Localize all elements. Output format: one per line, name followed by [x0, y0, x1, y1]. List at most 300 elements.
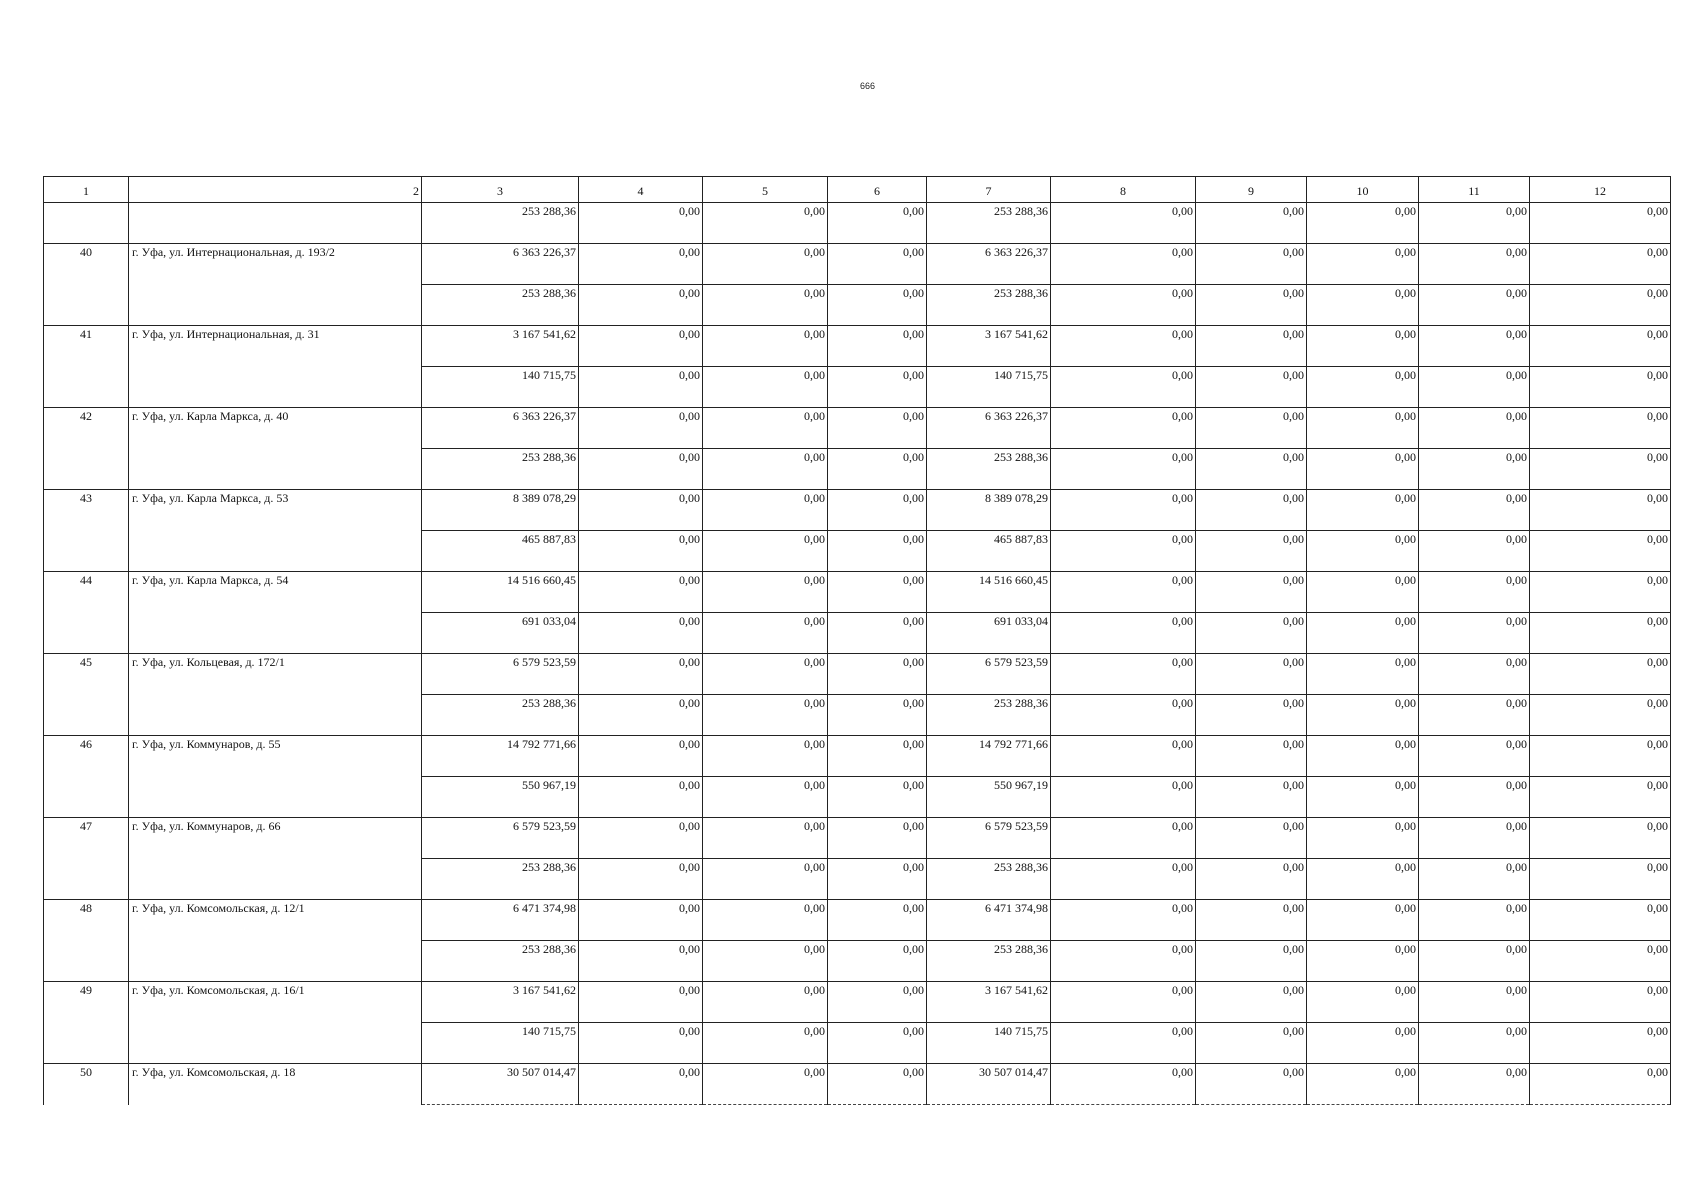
amount-cell: 0,00 [1530, 818, 1671, 859]
amount-cell: 253 288,36 [927, 203, 1051, 244]
amount-cell: 0,00 [1051, 982, 1196, 1023]
amount-cell: 6 579 523,59 [927, 818, 1051, 859]
row-number-cell [44, 613, 129, 654]
amount-cell: 0,00 [1530, 490, 1671, 531]
amount-cell: 0,00 [1196, 695, 1307, 736]
amount-cell: 0,00 [1419, 941, 1530, 982]
amount-cell: 0,00 [1051, 859, 1196, 900]
table-row [44, 203, 1671, 244]
amount-cell: 0,00 [703, 1064, 828, 1105]
amount-cell: 0,00 [1419, 449, 1530, 490]
amount-cell: 0,00 [1051, 244, 1196, 285]
row-number-cell: 46 [44, 736, 129, 777]
row-number-cell [44, 203, 129, 244]
amount-cell: 253 288,36 [422, 941, 579, 982]
amount-cell: 465 887,83 [422, 531, 579, 572]
amount-cell: 0,00 [1530, 736, 1671, 777]
address-cell [129, 285, 422, 326]
column-number: 10 [1307, 177, 1419, 203]
amount-cell: 0,00 [1419, 408, 1530, 449]
amount-cell: 0,00 [1196, 777, 1307, 818]
address-cell: г. Уфа, ул. Комсомольская, д. 16/1 [129, 982, 422, 1023]
amount-cell: 0,00 [579, 900, 703, 941]
address-cell [129, 941, 422, 982]
amount-cell: 0,00 [1196, 203, 1307, 244]
row-number-cell: 44 [44, 572, 129, 613]
amount-cell: 0,00 [828, 613, 927, 654]
amount-cell: 0,00 [828, 408, 927, 449]
amount-cell: 0,00 [1196, 408, 1307, 449]
amount-cell: 0,00 [1530, 900, 1671, 941]
amount-cell: 0,00 [1419, 900, 1530, 941]
address-cell: г. Уфа, ул. Кольцевая, д. 172/1 [129, 654, 422, 695]
amount-cell: 0,00 [1530, 203, 1671, 244]
amount-cell: 0,00 [828, 818, 927, 859]
table-row [44, 695, 1671, 736]
amount-cell: 0,00 [1530, 1023, 1671, 1064]
amount-cell: 0,00 [703, 818, 828, 859]
amount-cell: 3 167 541,62 [422, 982, 579, 1023]
row-number-cell [44, 1023, 129, 1064]
amount-cell: 0,00 [579, 531, 703, 572]
amount-cell: 0,00 [1530, 1064, 1671, 1105]
amount-cell: 0,00 [1196, 900, 1307, 941]
column-number-row [44, 177, 1671, 203]
row-number-cell: 49 [44, 982, 129, 1023]
table-row [44, 490, 1671, 531]
amount-cell: 14 516 660,45 [422, 572, 579, 613]
amount-cell: 0,00 [703, 203, 828, 244]
amount-cell: 0,00 [703, 244, 828, 285]
amount-cell: 0,00 [703, 408, 828, 449]
table-row [44, 777, 1671, 818]
amount-cell: 0,00 [703, 449, 828, 490]
amount-cell: 0,00 [1530, 244, 1671, 285]
table-row [44, 654, 1671, 695]
amount-cell: 0,00 [1307, 326, 1419, 367]
amount-cell: 0,00 [828, 203, 927, 244]
amount-cell: 0,00 [1307, 531, 1419, 572]
column-number: 12 [1530, 177, 1671, 203]
amount-cell: 0,00 [579, 449, 703, 490]
table-row [44, 408, 1671, 449]
address-cell: г. Уфа, ул. Интернациональная, д. 31 [129, 326, 422, 367]
amount-cell: 0,00 [579, 244, 703, 285]
amount-cell: 0,00 [1196, 941, 1307, 982]
table-row [44, 326, 1671, 367]
amount-cell: 0,00 [1196, 572, 1307, 613]
amount-cell: 0,00 [1419, 326, 1530, 367]
amount-cell: 0,00 [1196, 490, 1307, 531]
address-register-table [43, 176, 1671, 1105]
address-cell: г. Уфа, ул. Интернациональная, д. 193/2 [129, 244, 422, 285]
table-row [44, 449, 1671, 490]
amount-cell: 0,00 [828, 490, 927, 531]
amount-cell: 253 288,36 [927, 859, 1051, 900]
amount-cell: 0,00 [1530, 326, 1671, 367]
amount-cell: 0,00 [1419, 490, 1530, 531]
amount-cell: 0,00 [1419, 244, 1530, 285]
amount-cell: 0,00 [1051, 203, 1196, 244]
address-cell [129, 859, 422, 900]
amount-cell: 0,00 [1307, 941, 1419, 982]
amount-cell: 0,00 [579, 572, 703, 613]
table-row [44, 736, 1671, 777]
address-cell: г. Уфа, ул. Карла Маркса, д. 40 [129, 408, 422, 449]
amount-cell: 0,00 [703, 531, 828, 572]
amount-cell: 0,00 [579, 859, 703, 900]
table-row [44, 244, 1671, 285]
amount-cell: 0,00 [1530, 859, 1671, 900]
amount-cell: 0,00 [828, 941, 927, 982]
column-number: 6 [828, 177, 927, 203]
amount-cell: 6 363 226,37 [422, 244, 579, 285]
amount-cell: 0,00 [1419, 736, 1530, 777]
row-number-cell: 50 [44, 1064, 129, 1105]
amount-cell: 0,00 [1051, 1023, 1196, 1064]
amount-cell: 691 033,04 [422, 613, 579, 654]
amount-cell: 691 033,04 [927, 613, 1051, 654]
column-number: 2 [129, 177, 422, 203]
amount-cell: 0,00 [1051, 1064, 1196, 1105]
table-row [44, 572, 1671, 613]
amount-cell: 0,00 [703, 941, 828, 982]
amount-cell: 0,00 [1307, 1064, 1419, 1105]
amount-cell: 0,00 [1307, 367, 1419, 408]
address-cell [129, 613, 422, 654]
row-number-cell [44, 777, 129, 818]
amount-cell: 0,00 [1307, 572, 1419, 613]
column-number: 1 [44, 177, 129, 203]
amount-cell: 0,00 [579, 1064, 703, 1105]
amount-cell: 0,00 [1307, 736, 1419, 777]
amount-cell: 0,00 [1419, 531, 1530, 572]
row-number-cell: 43 [44, 490, 129, 531]
amount-cell: 0,00 [828, 285, 927, 326]
amount-cell: 253 288,36 [422, 285, 579, 326]
row-number-cell [44, 859, 129, 900]
amount-cell: 0,00 [579, 818, 703, 859]
table-row [44, 531, 1671, 572]
amount-cell: 30 507 014,47 [927, 1064, 1051, 1105]
amount-cell: 0,00 [579, 326, 703, 367]
amount-cell: 0,00 [579, 408, 703, 449]
amount-cell: 0,00 [579, 203, 703, 244]
address-cell: г. Уфа, ул. Карла Маркса, д. 54 [129, 572, 422, 613]
amount-cell: 0,00 [828, 777, 927, 818]
amount-cell: 0,00 [1051, 941, 1196, 982]
amount-cell: 0,00 [1307, 285, 1419, 326]
table-row [44, 859, 1671, 900]
amount-cell: 0,00 [828, 449, 927, 490]
amount-cell: 3 167 541,62 [422, 326, 579, 367]
amount-cell: 0,00 [1419, 695, 1530, 736]
amount-cell: 0,00 [1196, 449, 1307, 490]
amount-cell: 0,00 [1307, 982, 1419, 1023]
row-number-cell: 41 [44, 326, 129, 367]
amount-cell: 0,00 [1307, 1023, 1419, 1064]
amount-cell: 0,00 [1051, 531, 1196, 572]
column-number: 5 [703, 177, 828, 203]
amount-cell: 0,00 [1530, 777, 1671, 818]
address-cell [129, 531, 422, 572]
address-cell [129, 367, 422, 408]
amount-cell: 0,00 [1051, 900, 1196, 941]
column-number: 7 [927, 177, 1051, 203]
amount-cell: 6 363 226,37 [422, 408, 579, 449]
amount-cell: 0,00 [1530, 613, 1671, 654]
amount-cell: 0,00 [579, 1023, 703, 1064]
amount-cell: 0,00 [1530, 367, 1671, 408]
amount-cell: 0,00 [1196, 859, 1307, 900]
amount-cell: 0,00 [579, 654, 703, 695]
amount-cell: 0,00 [703, 490, 828, 531]
amount-cell: 6 471 374,98 [927, 900, 1051, 941]
column-number: 9 [1196, 177, 1307, 203]
amount-cell: 0,00 [579, 941, 703, 982]
table-row [44, 941, 1671, 982]
amount-cell: 14 792 771,66 [927, 736, 1051, 777]
amount-cell: 0,00 [579, 367, 703, 408]
address-cell [129, 777, 422, 818]
amount-cell: 0,00 [828, 982, 927, 1023]
amount-cell: 0,00 [828, 531, 927, 572]
amount-cell: 0,00 [1419, 777, 1530, 818]
amount-cell: 0,00 [703, 859, 828, 900]
amount-cell: 0,00 [1051, 449, 1196, 490]
amount-cell: 0,00 [1419, 859, 1530, 900]
amount-cell: 0,00 [1051, 572, 1196, 613]
amount-cell: 0,00 [1196, 818, 1307, 859]
amount-cell: 0,00 [1419, 367, 1530, 408]
amount-cell: 0,00 [828, 695, 927, 736]
amount-cell: 0,00 [579, 285, 703, 326]
table-row [44, 613, 1671, 654]
amount-cell: 0,00 [828, 1064, 927, 1105]
amount-cell: 253 288,36 [422, 203, 579, 244]
amount-cell: 0,00 [1530, 531, 1671, 572]
amount-cell: 0,00 [1307, 244, 1419, 285]
amount-cell: 0,00 [1419, 818, 1530, 859]
row-number-cell: 42 [44, 408, 129, 449]
table-row [44, 900, 1671, 941]
amount-cell: 3 167 541,62 [927, 982, 1051, 1023]
column-number: 11 [1419, 177, 1530, 203]
address-cell: г. Уфа, ул. Коммунаров, д. 66 [129, 818, 422, 859]
row-number-cell: 47 [44, 818, 129, 859]
amount-cell: 0,00 [1196, 244, 1307, 285]
amount-cell: 0,00 [1307, 818, 1419, 859]
row-number-cell: 45 [44, 654, 129, 695]
address-cell [129, 449, 422, 490]
address-cell: г. Уфа, ул. Коммунаров, д. 55 [129, 736, 422, 777]
amount-cell: 0,00 [1530, 572, 1671, 613]
amount-cell: 6 363 226,37 [927, 244, 1051, 285]
amount-cell: 0,00 [703, 777, 828, 818]
amount-cell: 6 579 523,59 [927, 654, 1051, 695]
amount-cell: 0,00 [1196, 736, 1307, 777]
amount-cell: 0,00 [579, 982, 703, 1023]
amount-cell: 0,00 [703, 900, 828, 941]
amount-cell: 0,00 [828, 326, 927, 367]
amount-cell: 8 389 078,29 [422, 490, 579, 531]
amount-cell: 253 288,36 [927, 285, 1051, 326]
amount-cell: 0,00 [1307, 859, 1419, 900]
amount-cell: 6 363 226,37 [927, 408, 1051, 449]
amount-cell: 0,00 [1196, 285, 1307, 326]
amount-cell: 0,00 [1419, 203, 1530, 244]
amount-cell: 14 516 660,45 [927, 572, 1051, 613]
amount-cell: 550 967,19 [422, 777, 579, 818]
amount-cell: 0,00 [1307, 900, 1419, 941]
amount-cell: 0,00 [828, 736, 927, 777]
amount-cell: 0,00 [828, 572, 927, 613]
amount-cell: 140 715,75 [927, 367, 1051, 408]
column-number: 4 [579, 177, 703, 203]
amount-cell: 0,00 [1530, 695, 1671, 736]
amount-cell: 0,00 [1196, 326, 1307, 367]
amount-cell: 140 715,75 [422, 1023, 579, 1064]
amount-cell: 0,00 [828, 1023, 927, 1064]
amount-cell: 0,00 [1051, 736, 1196, 777]
amount-cell: 0,00 [1307, 449, 1419, 490]
amount-cell: 0,00 [1051, 490, 1196, 531]
row-number-cell: 48 [44, 900, 129, 941]
amount-cell: 0,00 [1196, 613, 1307, 654]
amount-cell: 0,00 [1307, 654, 1419, 695]
amount-cell: 0,00 [703, 654, 828, 695]
row-number-cell [44, 531, 129, 572]
amount-cell: 0,00 [1196, 531, 1307, 572]
amount-cell: 0,00 [703, 736, 828, 777]
table-row [44, 285, 1671, 326]
amount-cell: 0,00 [1419, 1023, 1530, 1064]
amount-cell: 0,00 [1530, 285, 1671, 326]
amount-cell: 0,00 [1530, 654, 1671, 695]
amount-cell: 0,00 [703, 695, 828, 736]
amount-cell: 0,00 [1307, 695, 1419, 736]
amount-cell: 0,00 [1051, 777, 1196, 818]
amount-cell: 0,00 [703, 572, 828, 613]
amount-cell: 253 288,36 [422, 449, 579, 490]
amount-cell: 6 579 523,59 [422, 818, 579, 859]
amount-cell: 0,00 [828, 654, 927, 695]
amount-cell: 253 288,36 [927, 449, 1051, 490]
address-cell: г. Уфа, ул. Комсомольская, д. 18 [129, 1064, 422, 1105]
amount-cell: 0,00 [1051, 613, 1196, 654]
amount-cell: 550 967,19 [927, 777, 1051, 818]
amount-cell: 0,00 [703, 326, 828, 367]
amount-cell: 0,00 [1419, 982, 1530, 1023]
amount-cell: 0,00 [828, 244, 927, 285]
amount-cell: 253 288,36 [422, 859, 579, 900]
amount-cell: 0,00 [1051, 326, 1196, 367]
amount-cell: 0,00 [1307, 408, 1419, 449]
amount-cell: 30 507 014,47 [422, 1064, 579, 1105]
amount-cell: 0,00 [1051, 367, 1196, 408]
amount-cell: 0,00 [1196, 1023, 1307, 1064]
address-cell: г. Уфа, ул. Карла Маркса, д. 53 [129, 490, 422, 531]
amount-cell: 253 288,36 [927, 695, 1051, 736]
amount-cell: 0,00 [1051, 818, 1196, 859]
amount-cell: 0,00 [1051, 408, 1196, 449]
amount-cell: 0,00 [1419, 572, 1530, 613]
row-number-cell: 40 [44, 244, 129, 285]
column-number: 8 [1051, 177, 1196, 203]
amount-cell: 0,00 [703, 285, 828, 326]
row-number-cell [44, 941, 129, 982]
column-number: 3 [422, 177, 579, 203]
address-cell: г. Уфа, ул. Комсомольская, д. 12/1 [129, 900, 422, 941]
row-number-cell [44, 449, 129, 490]
amount-cell: 0,00 [1196, 982, 1307, 1023]
amount-cell: 0,00 [1051, 695, 1196, 736]
amount-cell: 0,00 [579, 777, 703, 818]
amount-cell: 253 288,36 [927, 941, 1051, 982]
page-number: 666 [859, 81, 876, 91]
amount-cell: 140 715,75 [927, 1023, 1051, 1064]
amount-cell: 0,00 [1530, 941, 1671, 982]
amount-cell: 0,00 [1196, 654, 1307, 695]
amount-cell: 0,00 [1530, 982, 1671, 1023]
amount-cell: 0,00 [1419, 613, 1530, 654]
amount-cell: 0,00 [703, 613, 828, 654]
amount-cell: 3 167 541,62 [927, 326, 1051, 367]
amount-cell: 0,00 [828, 900, 927, 941]
amount-cell: 0,00 [703, 367, 828, 408]
amount-cell: 0,00 [579, 736, 703, 777]
amount-cell: 0,00 [1307, 777, 1419, 818]
amount-cell: 0,00 [1307, 203, 1419, 244]
amount-cell: 465 887,83 [927, 531, 1051, 572]
amount-cell: 0,00 [703, 1023, 828, 1064]
amount-cell: 0,00 [1307, 490, 1419, 531]
amount-cell: 8 389 078,29 [927, 490, 1051, 531]
table-row [44, 1023, 1671, 1064]
amount-cell: 0,00 [579, 695, 703, 736]
amount-cell: 253 288,36 [422, 695, 579, 736]
table-row [44, 818, 1671, 859]
table-row [44, 1064, 1671, 1105]
amount-cell: 14 792 771,66 [422, 736, 579, 777]
row-number-cell [44, 367, 129, 408]
table-row [44, 367, 1671, 408]
amount-cell: 0,00 [1419, 285, 1530, 326]
amount-cell: 0,00 [1196, 367, 1307, 408]
amount-cell: 0,00 [828, 859, 927, 900]
address-cell [129, 203, 422, 244]
amount-cell: 0,00 [703, 982, 828, 1023]
amount-cell: 0,00 [1530, 408, 1671, 449]
amount-cell: 0,00 [1051, 654, 1196, 695]
amount-cell: 0,00 [579, 613, 703, 654]
amount-cell: 6 471 374,98 [422, 900, 579, 941]
address-cell [129, 695, 422, 736]
amount-cell: 0,00 [1051, 285, 1196, 326]
amount-cell: 6 579 523,59 [422, 654, 579, 695]
amount-cell: 0,00 [1419, 1064, 1530, 1105]
amount-cell: 0,00 [828, 367, 927, 408]
address-cell [129, 1023, 422, 1064]
row-number-cell [44, 695, 129, 736]
amount-cell: 0,00 [1419, 654, 1530, 695]
table-row [44, 982, 1671, 1023]
amount-cell: 0,00 [1196, 1064, 1307, 1105]
amount-cell: 0,00 [1530, 449, 1671, 490]
row-number-cell [44, 285, 129, 326]
amount-cell: 140 715,75 [422, 367, 579, 408]
amount-cell: 0,00 [579, 490, 703, 531]
